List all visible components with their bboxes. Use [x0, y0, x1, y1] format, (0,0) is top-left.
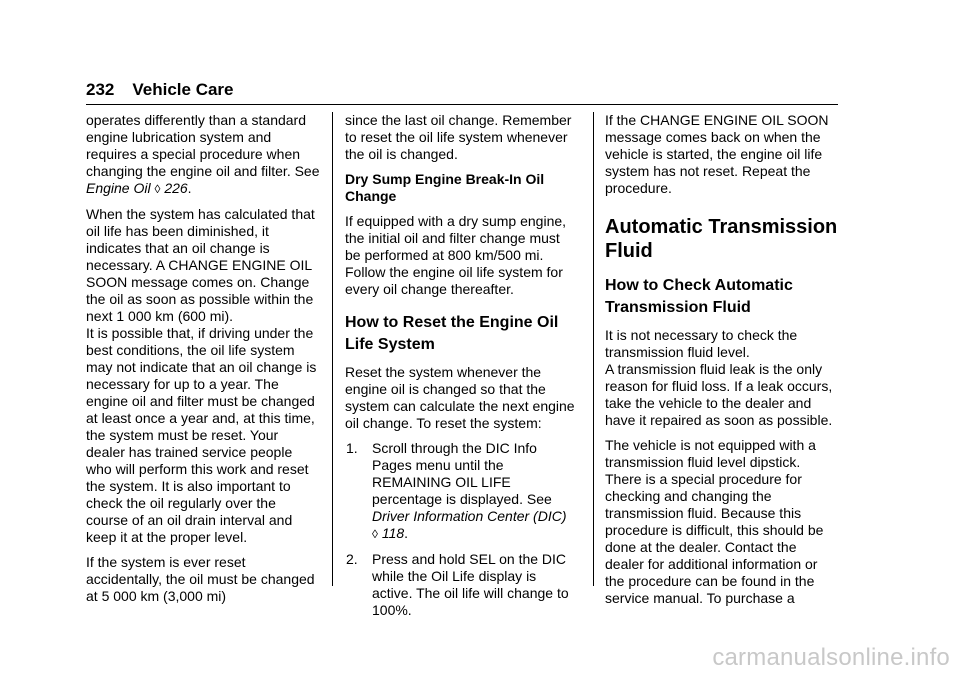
watermark-text: carmanualsonline.info: [712, 644, 950, 671]
section-title: Vehicle Care: [132, 80, 234, 99]
paragraph-since-last-change: since the last oil change. Remember to reset the oil life system whenever the oil is changed.: [345, 112, 572, 162]
heading-reset-oil-life: How to Reset the Engine Oil Life System: [345, 314, 559, 353]
paragraph-best-conditions: It is possible that, if driving under the best conditions, the oil life system may not indicate that an oil change is necessary for up to a year. The engine oil and filter must be changed at least once a year and, at this time, the system must be reset. Your dealer has trained service people who will perform this work and reset the system. It is also important to check the oil regularly over the course of an oil drain interval and keep it at the proper level.: [86, 325, 317, 545]
paragraph-oil-life-diminished: When the system has calculated that oil life has been diminished, it indicates that an oil change is necessary. A CHANGE ENGINE OIL SOON message comes on. Change the oil as soon as possible within the next 1 000 km (600 mi).: [86, 206, 315, 324]
text-column-3: [605, 112, 839, 615]
engine-oil-reference[interactable]: Engine Oil: [86, 180, 151, 196]
dic-reference[interactable]: Driver Information Center (DIC): [372, 508, 567, 524]
step-number: 1.: [346, 440, 358, 456]
page-header: [86, 80, 234, 100]
paragraph-oil-system: operates differently than a standard engine lubrication system and requires a special procedure when changing the engine oil and filter. See Engine Oil ◊ 226.: [86, 112, 320, 196]
paragraph-reset-intro: Reset the system whenever the engine oil is changed so that the system can calculate the next engine oil change. To reset the system:: [345, 364, 575, 431]
paragraph-message-returns: If the CHANGE ENGINE OIL SOON message comes back on when the vehicle is started, the engine oil life system has not reset. Repeat the procedure.: [605, 112, 829, 196]
page-reference-arrow-icon: ◊: [372, 527, 378, 541]
column-divider-1: [332, 112, 333, 586]
paragraph-dry-sump: If equipped with a dry sump engine, the initial oil and filter change must be performed at 800 km/500 mi. Follow the engine oil life system for every oil change thereafter.: [345, 213, 567, 297]
heading-check-transmission-fluid: How to Check Automatic Transmission Fluid: [605, 277, 793, 316]
paragraph-no-dipstick: The vehicle is not equipped with a transmission fluid level dipstick. There is a special procedure for checking and changing the transmission fluid. Because this procedure is difficult, this should be done at the dealer. Contact the dealer for additional information or the procedure can be found in the service manual. To purchase a: [605, 437, 824, 606]
reset-steps-list: [345, 440, 579, 619]
paragraph-fluid-leak: A transmission fluid leak is the only reason for fluid loss. If a leak occurs, take the vehicle to the dealer and have it repaired as soon as possible.: [605, 361, 833, 428]
engine-oil-page-link[interactable]: 226: [164, 180, 188, 196]
reset-step-1: 1. Scroll through the DIC Info Pages menu until the REMAINING OIL LIFE percentage is displayed. See Driver Information Center (DIC) ◊ 118.: [346, 440, 567, 541]
step-number: 2.: [346, 551, 358, 567]
text-column-2: [345, 112, 579, 627]
column-divider-2: [593, 112, 594, 586]
paragraph-reset-accidentally: If the system is ever reset accidentally, the oil must be changed at 5 000 km (3,000 mi): [86, 554, 315, 604]
reset-step-2: 2. Press and hold SEL on the DIC while the Oil Life display is active. The oil life will change to 100%.: [346, 551, 569, 618]
paragraph-not-necessary: It is not necessary to check the transmission fluid level.: [605, 327, 798, 360]
dic-page-link[interactable]: 118: [381, 525, 405, 541]
text-column-1: [86, 112, 320, 613]
heading-automatic-transmission-fluid: Automatic Transmission Fluid: [605, 216, 838, 262]
header-rule: [86, 104, 838, 105]
page-number: 232: [86, 80, 115, 99]
page-reference-arrow-icon: ◊: [154, 182, 161, 196]
heading-dry-sump-break-in: Dry Sump Engine Break-In Oil Change: [345, 171, 545, 204]
